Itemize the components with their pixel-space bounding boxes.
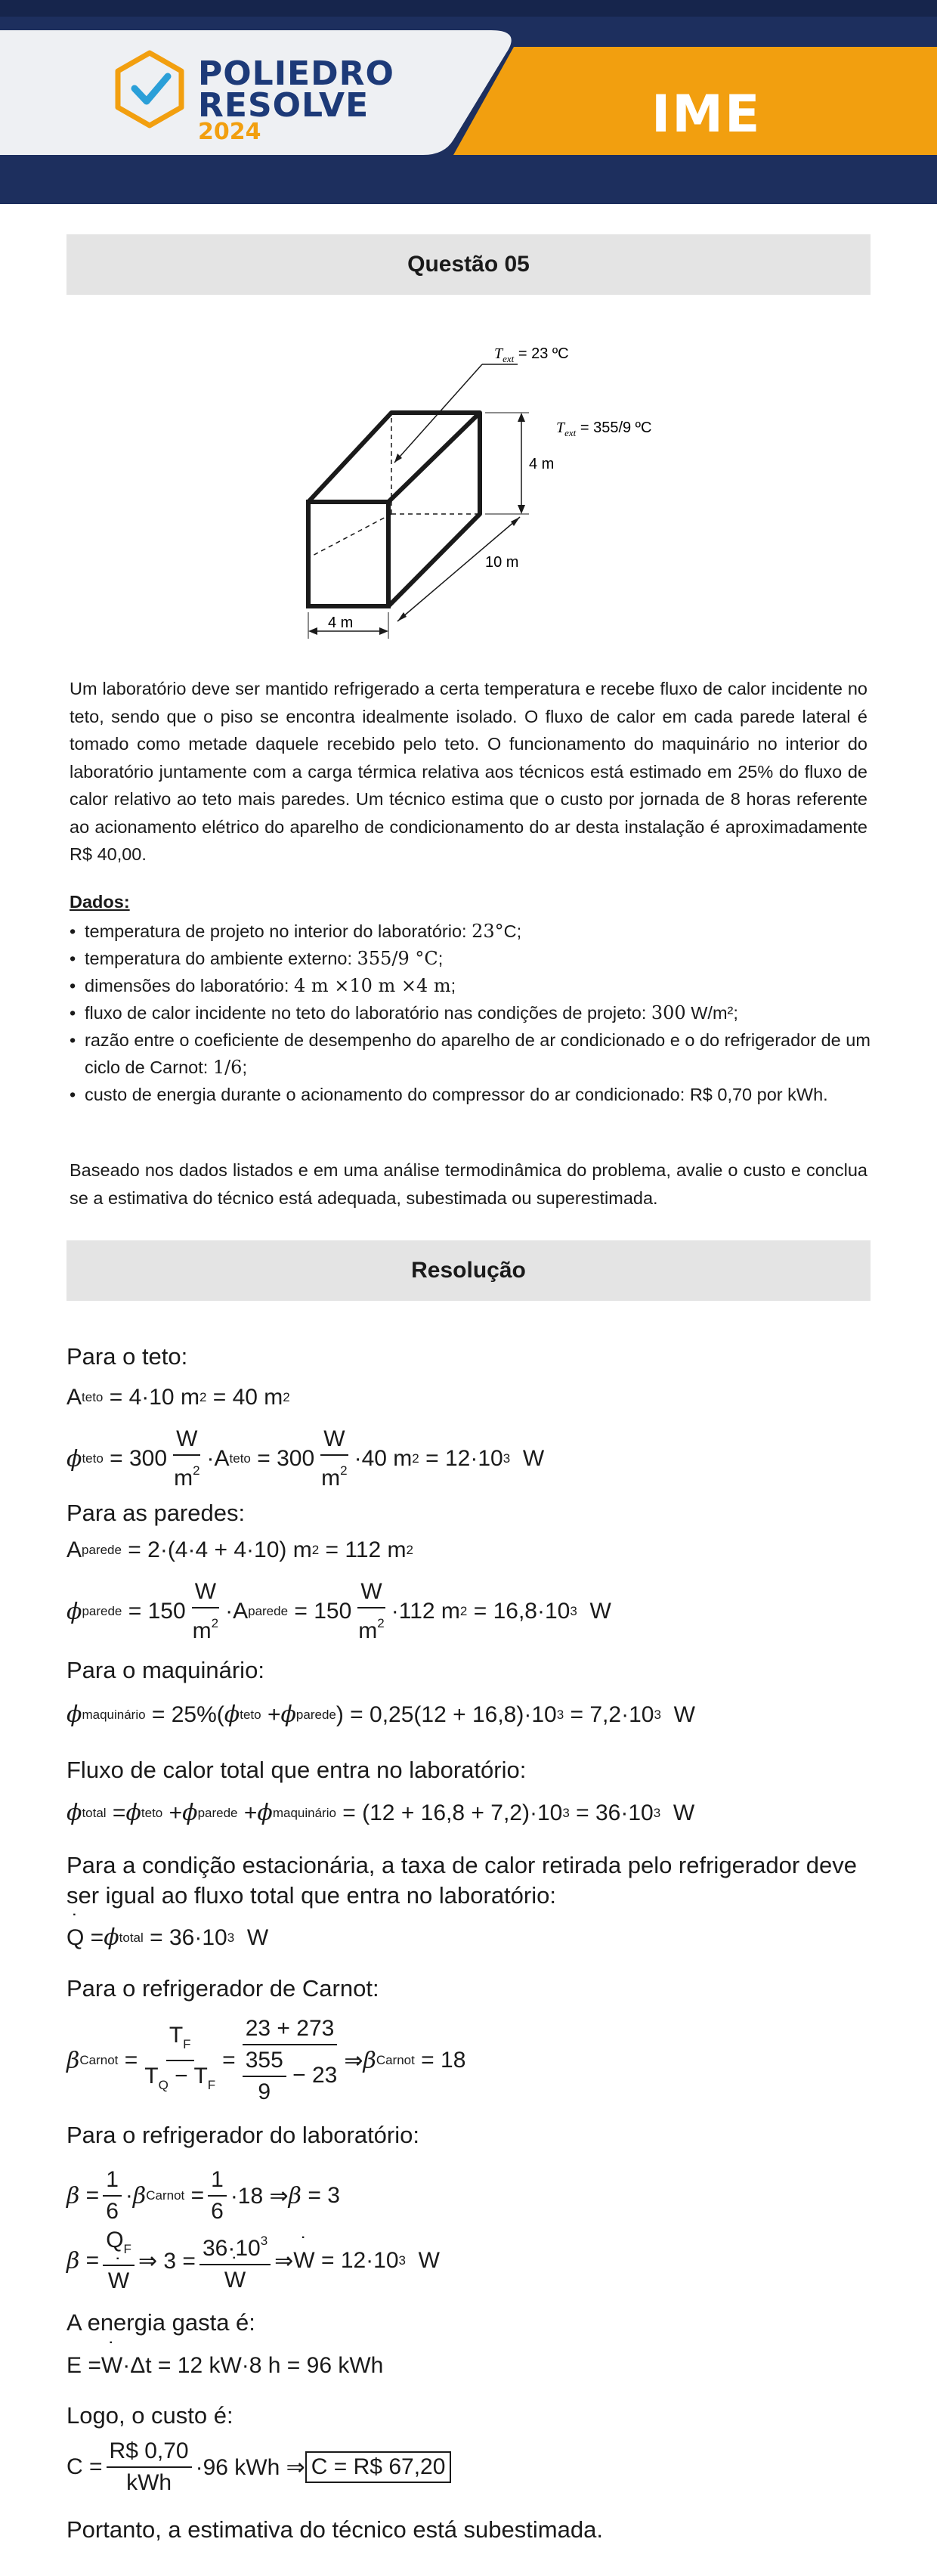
resolution-title: Resolução xyxy=(411,1258,526,1283)
dados-title: Dados: xyxy=(70,892,130,912)
custo-label: Logo, o custo é: xyxy=(66,2402,233,2429)
depth-label: 10 m xyxy=(485,554,519,571)
logo-line-1: POLIEDRO xyxy=(198,54,394,93)
teto-label: Para o teto: xyxy=(66,1343,188,1370)
final-conclusion: Portanto, a estimativa do técnico está subestimada. xyxy=(66,2516,603,2543)
lab-label: Para o refrigerador do laboratório: xyxy=(66,2122,419,2148)
dados-item: • temperatura do ambiente externo: 355/9 °C; xyxy=(70,945,871,972)
page-header xyxy=(0,0,937,204)
dados-item: • dimensões do laboratório: 4 m ×10 m ×4 m; xyxy=(70,972,871,999)
dados-item: • temperatura de projeto no interior do laboratório: 23°C; xyxy=(70,918,871,945)
height-label: 4 m xyxy=(529,456,555,472)
eq-phi-teto: ϕ teto = 300 $\frac{W}{m^2}$ ·A teto = 300 $\frac{W}{m^2}$ ·40 m 2 = 12·10 3 W xyxy=(66,1426,545,1491)
total-label: Fluxo de calor total que entra no laboratório: xyxy=(66,1757,527,1783)
eq-w-dot: β = ˙ $Q_F$ ˙ W ⇒ 3 = $36\cdot 10^3$ ˙ W ⇒ ˙ W = 12·10 3 W xyxy=(66,2227,440,2295)
dados-item: • razão entre o coeficiente de desempenho do aparelho de ar condicionado e o do refrigerador de um ciclo de Carnot: 1/6; xyxy=(70,1026,871,1081)
final-cost-box: C = R$ 67,20 xyxy=(305,2451,452,2483)
question-title: Questão 05 xyxy=(407,252,530,277)
logo-line-2: RESOLVE xyxy=(198,86,370,125)
maquinario-label: Para o maquinário: xyxy=(66,1657,264,1683)
dados-item: • fluxo de calor incidente no teto do laboratório nas condições de projeto: 300 W/m²; xyxy=(70,999,871,1026)
dados-item: • custo de energia durante o acionamento do compressor do ar condicionado: R$ 0,70 por kWh. xyxy=(70,1081,871,1108)
width-label: 4 m xyxy=(328,615,354,631)
eq-q-dot: ˙ Q = ϕ total = 36·10 3 W xyxy=(66,1924,268,1951)
carnot-label: Para o refrigerador de Carnot: xyxy=(66,1975,379,2002)
t-ext-label: $T_{ext} = 355/9$ ºC xyxy=(556,420,652,438)
eq-phi-total: ϕ total = ϕ teto + ϕ parede + ϕ maquinário = (12 + 16,8 + 7,2)·10 3 = 36·10 3 W xyxy=(66,1800,695,1826)
paredes-label: Para as paredes: xyxy=(66,1500,246,1526)
resolution-title-bar xyxy=(66,1240,871,1301)
eq-beta-carnot: β Carnot = $\frac{T_F}{T_Q - T_F}$ = 23 + 273 $\frac{355}{9}$ − 23 ⇒ β Carnot = 18 xyxy=(66,2016,466,2104)
box-diagram xyxy=(249,340,688,650)
estacionaria-label: Para a condição estacionária, a taxa de calor retirada pelo refrigerador deve ser igual ao fluxo total que entra no laboratório: xyxy=(66,1852,858,1909)
dados-list xyxy=(70,918,871,1108)
statement-paragraph: Um laboratório deve ser mantido refrigerado a certa temperatura e recebe fluxo de calor incidente no teto, sendo que o piso se encontra idealmente isolado. O fluxo de calor em cada parede lateral é tomado como metade daquele recebido pelo teto. O funcionamento do maquinário no interior do laboratório juntamente com a carga térmica relativa aos técnicos está estimado em 25% do fluxo de calor relativo ao teto mais paredes. Um técnico estima que o custo por jornada de 8 horas referente ao acionamento elétrico do aparelho de condicionamento do ar desta instalação é aproximadamente R$ 40,00. xyxy=(70,679,867,864)
eq-energia: E = ˙ W ·Δt = 12 kW·8 h = 96 kWh xyxy=(66,2353,383,2379)
t-int-label: $T_{ext} = 23$ ºC xyxy=(494,345,569,364)
header-background xyxy=(0,0,937,204)
eq-custo: C = $\frac{R\$ 0,70}{\text{kWh}}$ ·96 kWh ⇒ C = R$ 67,20 xyxy=(66,2438,451,2497)
eq-beta-lab: β = $\frac{1}{6}$ · β Carnot = $\frac{1}{6}$ ·18 ⇒ β = 3 xyxy=(66,2167,340,2224)
logo-year: 2024 xyxy=(198,119,261,145)
lab-box-figure xyxy=(249,340,688,654)
question-title-bar xyxy=(66,234,871,295)
eq-phi-maquinario: ϕ maquinário = 25%( ϕ teto + ϕ parede ) = 0,25(12 + 16,8)·10 3 = 7,2·10 3 W xyxy=(66,1701,695,1728)
exam-name: IME xyxy=(651,85,762,144)
energia-label: A energia gasta é: xyxy=(66,2309,255,2336)
conclusion-prompt: Baseado nos dados listados e em uma análise termodinâmica do problema, avalie o custo e conclua se a estimativa do técnico está adequada, subestimada ou superestimada. xyxy=(70,1160,867,1208)
eq-phi-parede: ϕ parede = 150 $\frac{W}{m^2}$ ·A parede = 150 $\frac{W}{m^2}$ ·112 m 2 = 16,8·10 3 W xyxy=(66,1579,611,1643)
eq-area-teto: A teto = 4·10 m 2 = 40 m 2 xyxy=(66,1385,290,1410)
eq-area-parede: A parede = 2·(4·4 + 4·10) m 2 = 112 m 2 xyxy=(66,1537,413,1562)
